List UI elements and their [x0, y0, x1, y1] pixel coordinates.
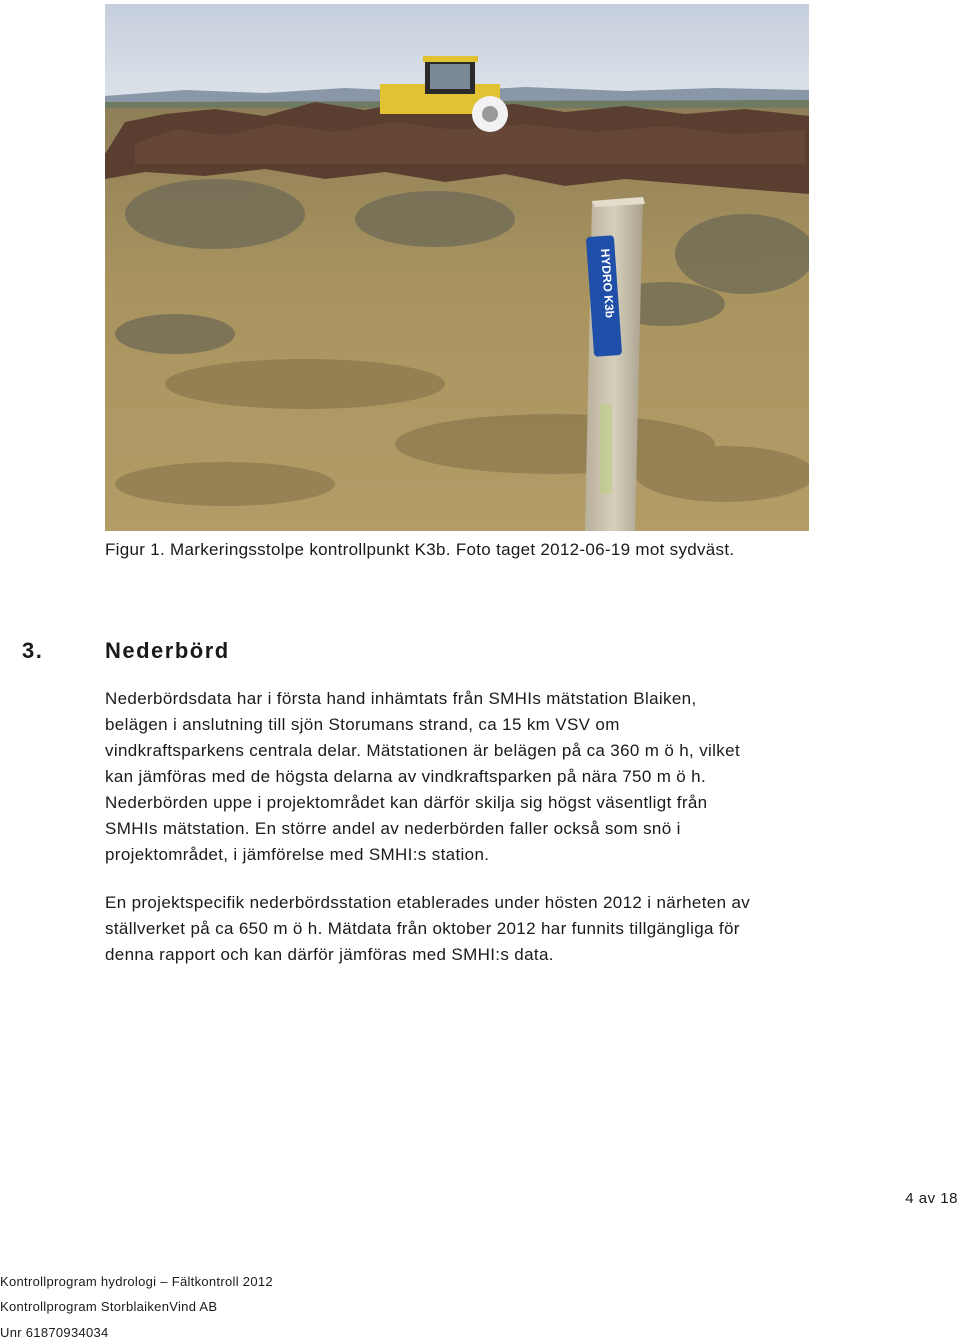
paragraph-line: vindkraftsparkens centrala delar. Mätstationen är belägen på ca 360 m ö h, vilket — [105, 741, 741, 760]
sign-label: HYDRO K3b — [598, 248, 617, 319]
section-heading — [22, 638, 230, 664]
section-number: 3. — [22, 638, 44, 663]
page-number: 4 av 18 — [905, 1190, 958, 1207]
figure-caption: Figur 1. Markeringsstolpe kontrollpunkt K3b. Foto taget 2012-06-19 mot sydväst. — [105, 540, 735, 559]
paragraph-line: Nederbörden uppe i projektområdet kan därför skilja sig högst väsentligt från — [105, 793, 708, 812]
paragraph — [105, 890, 865, 968]
paragraph-line: En projektspecifik nederbördsstation etablerades under hösten 2012 i närheten av — [105, 893, 751, 912]
section-title: Nederbörd — [105, 638, 230, 663]
paragraph — [105, 686, 865, 868]
field-photo — [105, 4, 809, 531]
paragraph-line: Nederbördsdata har i första hand inhämtats från SMHIs mätstation Blaiken, — [105, 689, 697, 708]
footer-line: Kontrollprogram StorblaikenVind AB — [0, 1299, 218, 1314]
paragraph-line: SMHIs mätstation. En större andel av nederbörden faller också som snö i — [105, 819, 681, 838]
paragraph-line: projektområdet, i jämförelse med SMHI:s station. — [105, 845, 490, 864]
paragraph-line: denna rapport och kan därför jämföras med SMHI:s data. — [105, 945, 554, 964]
footer-line: Kontrollprogram hydrologi – Fältkontroll 2012 — [0, 1274, 273, 1289]
footer-line: Unr 61870934034 — [0, 1325, 109, 1340]
paragraph-line: kan jämföras med de högsta delarna av vindkraftsparken på nära 750 m ö h. — [105, 767, 707, 786]
paragraph-line: belägen i anslutning till sjön Storumans strand, ca 15 km VSV om — [105, 715, 620, 734]
paragraph-line: ställverket på ca 650 m ö h. Mätdata från oktober 2012 har funnits tillgängliga för — [105, 919, 740, 938]
